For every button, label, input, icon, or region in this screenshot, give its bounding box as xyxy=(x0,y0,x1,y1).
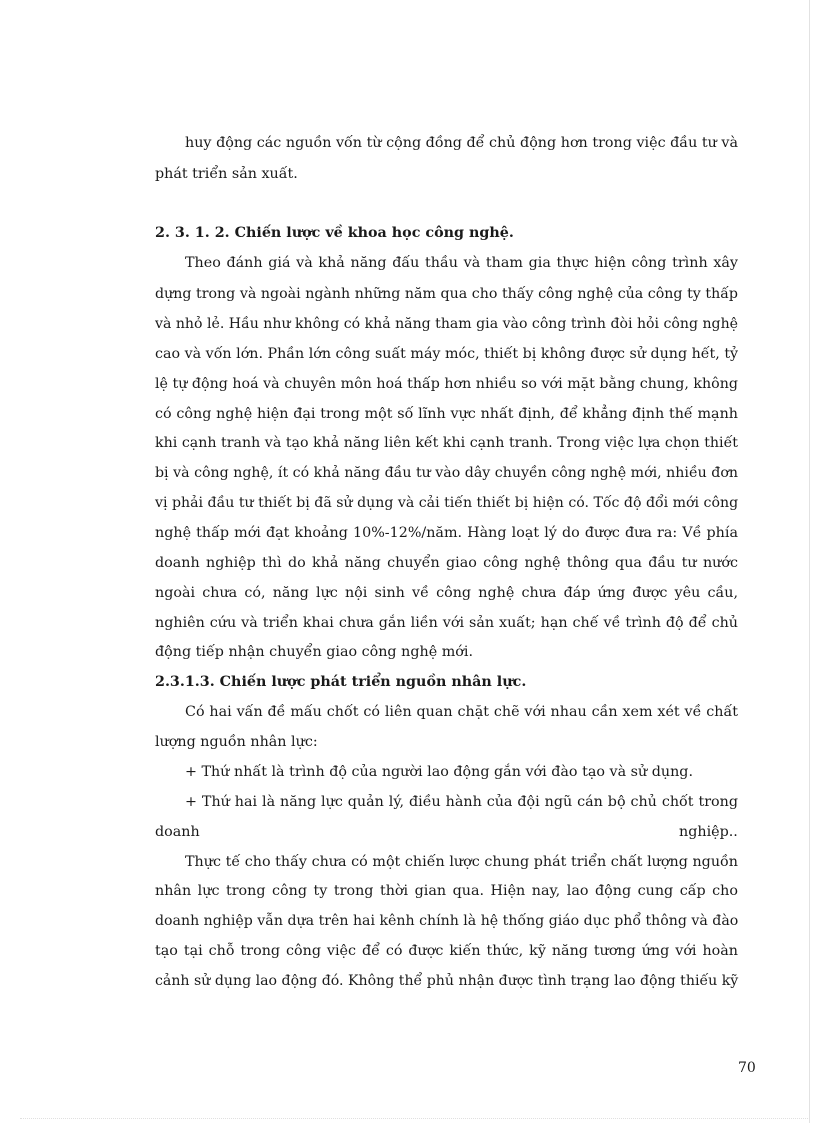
page-number: 70 xyxy=(738,1060,756,1076)
body-line: Theo đánh giá và khả năng đấu thầu và tham gia thực hiện công trình xây xyxy=(185,255,738,271)
page-edge-line xyxy=(809,0,810,1123)
body-line: dựng trong và ngoài ngành những năm qua cho thấy công nghệ của công ty thấp xyxy=(155,286,738,302)
body-line: vị phải đầu tư thiết bị đã sử dụng và cải tiến thiết bị hiện có. Tốc độ đổi mới công xyxy=(155,495,739,511)
body-line: lệ tự động hoá và chuyên môn hoá thấp hơn nhiều so với mặt bằng chung, không xyxy=(155,376,738,392)
body-line: doanh xyxy=(155,824,200,840)
body-line: bị và công nghệ, ít có khả năng đầu tư vào dây chuyền công nghệ mới, nhiều đơn xyxy=(155,465,738,481)
section-heading: 2. 3. 1. 2. Chiến lược về khoa học công nghệ. xyxy=(155,225,514,241)
body-line: Thực tế cho thấy chưa có một chiến lược chung phát triển chất lượng nguồn xyxy=(185,854,738,870)
section-heading: 2.3.1.3. Chiến lược phát triển nguồn nhân lực. xyxy=(155,674,527,690)
body-line: doanh nghiệp vẫn dựa trên hai kênh chính là hệ thống giáo dục phổ thông và đào xyxy=(155,913,739,929)
body-line: có công nghệ hiện đại trong một số lĩnh vực nhất định, để khẳng định thế mạnh xyxy=(155,406,738,422)
bullet-line: + Thứ hai là năng lực quản lý, điều hành của đội ngũ cán bộ chủ chốt trong xyxy=(185,794,738,810)
body-line: cao và vốn lớn. Phần lớn công suất máy móc, thiết bị không được sử dụng hết, tỷ xyxy=(155,346,739,362)
body-line: nghệ thấp mới đạt khoảng 10%-12%/năm. Hàng loạt lý do được đưa ra: Về phía xyxy=(155,525,738,541)
body-line: doanh nghiệp thì do khả năng chuyển giao công nghệ thông qua đầu tư nước xyxy=(155,555,738,571)
body-line: huy động các nguồn vốn từ cộng đồng để chủ động hơn trong việc đầu tư và xyxy=(185,135,738,151)
body-line: phát triển sản xuất. xyxy=(155,166,298,182)
body-line: nhân lực trong công ty trong thời gian qua. Hiện nay, lao động cung cấp cho xyxy=(155,883,738,899)
body-line: khi cạnh tranh và tạo khả năng liên kết khi cạnh tranh. Trong việc lựa chọn thiết xyxy=(155,435,738,451)
body-line: cảnh sử dụng lao động đó. Không thể phủ nhận được tình trạng lao động thiếu kỹ xyxy=(155,973,739,989)
body-line: nghiên cứu và triển khai chưa gắn liền với sản xuất; hạn chế về trình độ để chủ xyxy=(155,615,738,631)
body-line: ngoài chưa có, năng lực nội sinh về công nghệ chưa đáp ứng được yêu cầu, xyxy=(155,585,738,601)
body-line: và nhỏ lẻ. Hầu như không có khả năng tham gia vào công trình đòi hỏi công nghệ xyxy=(155,316,738,332)
body-line: nghiệp.. xyxy=(679,824,738,840)
body-line: lượng nguồn nhân lực: xyxy=(155,734,318,750)
bullet-line: + Thứ nhất là trình độ của người lao động gắn với đào tạo và sử dụng. xyxy=(185,764,694,780)
body-line: tạo tại chỗ trong công việc để có được kiến thức, kỹ năng tương ứng với hoàn xyxy=(155,943,738,959)
page-bottom-edge xyxy=(20,1118,810,1119)
body-line: Có hai vấn đề mấu chốt có liên quan chặt chẽ với nhau cần xem xét về chất xyxy=(185,704,738,720)
body-line: động tiếp nhận chuyển giao công nghệ mới. xyxy=(155,644,473,660)
